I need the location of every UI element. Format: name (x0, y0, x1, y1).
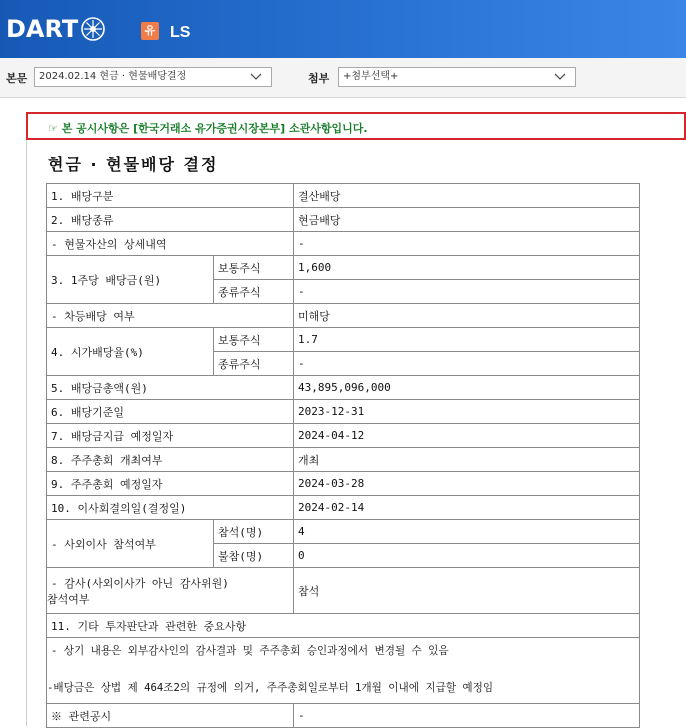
row-sublabel: 종류주식 (214, 280, 294, 304)
row-value: 4 (294, 520, 640, 544)
row-value: 미해당 (294, 304, 640, 328)
attach-label: 첨부 (308, 72, 330, 85)
row-label: 10. 이사회결의일(결정일) (47, 496, 294, 520)
row-value: - (294, 352, 640, 376)
row-label: 2. 배당종류 (47, 208, 294, 232)
body-select[interactable] (34, 67, 272, 87)
table-row (47, 448, 640, 472)
body-select-value: 2024.02.14 현금 · 현물배당결정 (39, 71, 187, 82)
chevron-down-icon (249, 70, 263, 84)
table-row (47, 328, 640, 352)
row-label: - 차등배당 여부 (47, 304, 294, 328)
row-sublabel: 종류주식 (214, 352, 294, 376)
row-value: 현금배당 (294, 208, 640, 232)
jurisdiction-notice (26, 112, 686, 140)
notice-text-line (48, 120, 368, 136)
row-label: 5. 배당금총액(원) (47, 376, 294, 400)
row-label: 9. 주주총회 예정일자 (47, 472, 294, 496)
document-toolbar (0, 58, 686, 98)
logo-burst-icon (80, 16, 106, 42)
corp-name[interactable]: LS (170, 24, 191, 41)
row-value: 1.7 (294, 328, 640, 352)
row-label: 11. 기타 투자판단과 관련한 중요사항 (47, 614, 640, 638)
row-label-line: - 감사(사외이사가 아닌 감사위원) (51, 576, 229, 590)
table-row (47, 472, 640, 496)
table-row (47, 704, 640, 728)
table-row (47, 184, 640, 208)
row-sublabel: 보통주식 (214, 328, 294, 352)
row-label: - 현물자산의 상세내역 (47, 232, 294, 256)
row-value: 1,600 (294, 256, 640, 280)
row-sublabel: 참석(명) (214, 520, 294, 544)
row-value: 2024-03-28 (294, 472, 640, 496)
disclosure-document (26, 140, 686, 726)
row-value: - (294, 704, 640, 728)
table-row (47, 232, 640, 256)
corp-class-badge: 유 (141, 22, 159, 40)
body-label: 본문 (6, 72, 28, 85)
table-row (47, 376, 640, 400)
attach-select[interactable] (338, 67, 576, 87)
row-value: 2024-04-12 (294, 424, 640, 448)
table-row (47, 638, 640, 704)
row-label: 3. 1주당 배당금(원) (47, 256, 214, 304)
table-row (47, 400, 640, 424)
page-title: 현금 · 현물배당 결정 (48, 155, 219, 174)
row-label: 8. 주주총회 개최여부 (47, 448, 294, 472)
row-label (47, 568, 294, 614)
row-value: 0 (294, 544, 640, 568)
row-label: 4. 시가배당율(%) (47, 328, 214, 376)
row-value: - (294, 280, 640, 304)
row-sublabel: 불참(명) (214, 544, 294, 568)
row-label: 6. 배당기준일 (47, 400, 294, 424)
pointing-hand-icon: ☞ (48, 122, 58, 135)
logo-text: DART (6, 15, 79, 43)
table-row (47, 496, 640, 520)
dart-logo[interactable] (6, 14, 106, 44)
row-value: 개최 (294, 448, 640, 472)
row-label: ※ 관련공시 (47, 704, 294, 728)
row-value: 결산배당 (294, 184, 640, 208)
table-row (47, 424, 640, 448)
attach-select-value: +첨부선택+ (343, 71, 399, 82)
row-label: 1. 배당구분 (47, 184, 294, 208)
table-row (47, 520, 640, 544)
row-value: 43,895,096,000 (294, 376, 640, 400)
dart-header (0, 0, 686, 58)
row-value: 참석 (294, 568, 640, 614)
table-row (47, 568, 640, 614)
disclosure-table (46, 183, 640, 728)
table-row (47, 304, 640, 328)
row-value: - (294, 232, 640, 256)
table-row (47, 256, 640, 280)
table-row (47, 208, 640, 232)
row-value: 2024-02-14 (294, 496, 640, 520)
row-label: 7. 배당금지급 예정일자 (47, 424, 294, 448)
row-label: - 사외이사 참석여부 (47, 520, 214, 568)
row-value: 2023-12-31 (294, 400, 640, 424)
notice-text: 본 공시사항은 [한국거래소 유가증권시장본부] 소관사항입니다. (61, 122, 368, 135)
row-note (47, 638, 640, 704)
chevron-down-icon (553, 70, 567, 84)
row-sublabel: 보통주식 (214, 256, 294, 280)
table-row (47, 614, 640, 638)
note-line: - 상기 내용은 외부감사인의 감사결과 및 주주총회 승인과정에서 변경될 수 있음 (51, 645, 449, 657)
row-label-line: 참석여부 (47, 592, 90, 606)
note-line: -배당금은 상법 제 464조2의 규정에 의거, 주주총회일로부터 1개월 이내에 지급할 예정임 (47, 682, 494, 694)
